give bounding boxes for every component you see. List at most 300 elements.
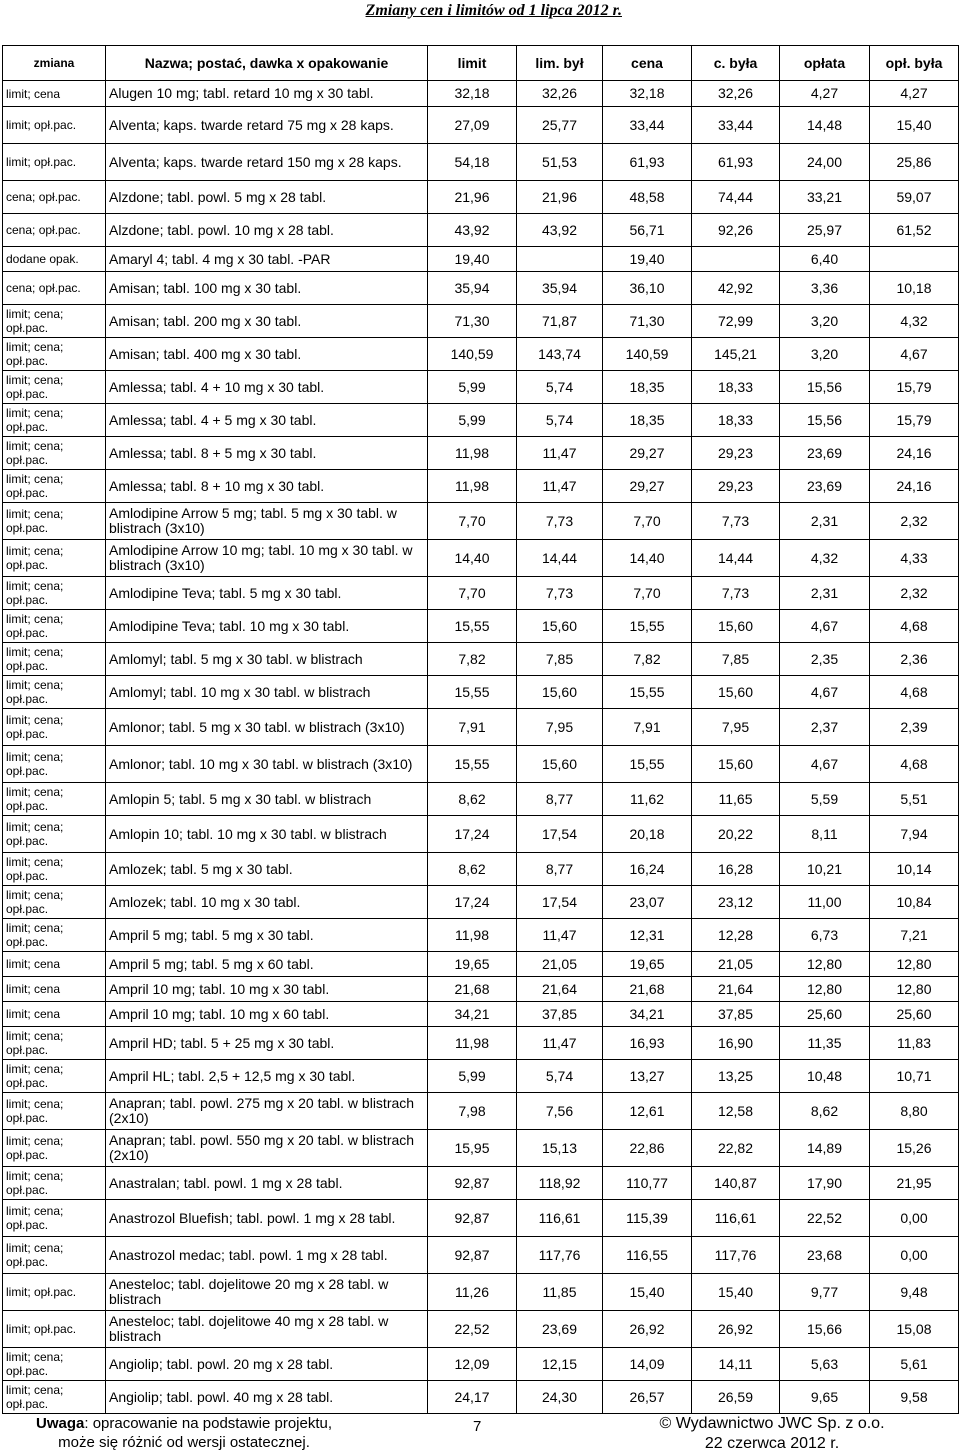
cell-change-type: limit; cena; opł.pac. bbox=[3, 1381, 106, 1414]
table-row bbox=[3, 338, 959, 371]
cell-change-type: limit; cena; opł.pac. bbox=[3, 540, 106, 577]
cell-previous-price: 14,11 bbox=[692, 1348, 780, 1381]
cell-fee: 5,63 bbox=[780, 1348, 870, 1381]
cell-limit: 32,18 bbox=[428, 81, 517, 107]
cell-price: 32,18 bbox=[603, 81, 692, 107]
cell-previous-limit: 11,47 bbox=[517, 919, 603, 952]
cell-previous-price: 20,22 bbox=[692, 816, 780, 853]
cell-previous-fee: 10,71 bbox=[870, 1060, 959, 1093]
cell-previous-price: 74,44 bbox=[692, 181, 780, 214]
table-row bbox=[3, 709, 959, 746]
cell-limit: 5,99 bbox=[428, 1060, 517, 1093]
cell-product-name: Amlopin 10; tabl. 10 mg x 30 tabl. w blistrach bbox=[106, 816, 428, 853]
cell-limit: 71,30 bbox=[428, 305, 517, 338]
cell-fee: 8,62 bbox=[780, 1093, 870, 1130]
cell-previous-limit: 117,76 bbox=[517, 1237, 603, 1274]
table-row bbox=[3, 1060, 959, 1093]
cell-previous-limit: 15,60 bbox=[517, 676, 603, 709]
publisher: © Wydawnictwo JWC Sp. z o.o. bbox=[659, 1415, 885, 1432]
cell-previous-fee: 2,32 bbox=[870, 503, 959, 540]
cell-limit: 14,40 bbox=[428, 540, 517, 577]
cell-change-type: limit; cena; opł.pac. bbox=[3, 1027, 106, 1060]
cell-previous-fee: 4,32 bbox=[870, 305, 959, 338]
cell-limit: 54,18 bbox=[428, 144, 517, 181]
cell-product-name: Anastrozol medac; tabl. powl. 1 mg x 28 tabl. bbox=[106, 1237, 428, 1274]
cell-fee: 14,48 bbox=[780, 107, 870, 144]
cell-price: 14,40 bbox=[603, 540, 692, 577]
cell-previous-limit: 8,77 bbox=[517, 853, 603, 886]
cell-change-type: cena; opł.pac. bbox=[3, 272, 106, 305]
cell-limit: 21,68 bbox=[428, 977, 517, 1002]
cell-limit: 11,98 bbox=[428, 1027, 517, 1060]
cell-price: 15,55 bbox=[603, 610, 692, 643]
cell-price: 12,61 bbox=[603, 1093, 692, 1130]
cell-product-name: Amlozek; tabl. 10 mg x 30 tabl. bbox=[106, 886, 428, 919]
cell-product-name: Amisan; tabl. 100 mg x 30 tabl. bbox=[106, 272, 428, 305]
cell-change-type: limit; cena; opł.pac. bbox=[3, 1237, 106, 1274]
cell-fee: 17,90 bbox=[780, 1167, 870, 1200]
cell-product-name: Angiolip; tabl. powl. 20 mg x 28 tabl. bbox=[106, 1348, 428, 1381]
cell-product-name: Amlomyl; tabl. 5 mg x 30 tabl. w blistrach bbox=[106, 643, 428, 676]
cell-previous-price: 12,58 bbox=[692, 1093, 780, 1130]
cell-previous-price: 145,21 bbox=[692, 338, 780, 371]
table-row bbox=[3, 643, 959, 676]
cell-price: 140,59 bbox=[603, 338, 692, 371]
table-row bbox=[3, 783, 959, 816]
cell-fee: 8,11 bbox=[780, 816, 870, 853]
cell-change-type: cena; opł.pac. bbox=[3, 214, 106, 247]
cell-previous-fee bbox=[870, 247, 959, 272]
cell-change-type: cena; opł.pac. bbox=[3, 181, 106, 214]
table-row bbox=[3, 272, 959, 305]
cell-limit: 43,92 bbox=[428, 214, 517, 247]
cell-previous-price: 18,33 bbox=[692, 404, 780, 437]
cell-fee: 11,35 bbox=[780, 1027, 870, 1060]
table-row bbox=[3, 577, 959, 610]
cell-limit: 19,40 bbox=[428, 247, 517, 272]
table-header-row bbox=[3, 46, 959, 81]
footer-publisher-block bbox=[640, 1414, 904, 1454]
cell-previous-fee: 4,68 bbox=[870, 610, 959, 643]
cell-change-type: limit; cena; opł.pac. bbox=[3, 610, 106, 643]
cell-limit: 11,98 bbox=[428, 919, 517, 952]
cell-change-type: limit; cena; opł.pac. bbox=[3, 470, 106, 503]
cell-product-name: Anapran; tabl. powl. 275 mg x 20 tabl. w blistrach (2x10) bbox=[106, 1093, 428, 1130]
cell-previous-limit: 15,60 bbox=[517, 746, 603, 783]
cell-previous-fee: 25,60 bbox=[870, 1002, 959, 1027]
cell-previous-price: 14,44 bbox=[692, 540, 780, 577]
table-row bbox=[3, 1002, 959, 1027]
cell-fee: 6,73 bbox=[780, 919, 870, 952]
cell-previous-price: 18,33 bbox=[692, 371, 780, 404]
cell-limit: 17,24 bbox=[428, 816, 517, 853]
cell-previous-limit: 7,73 bbox=[517, 577, 603, 610]
table-row bbox=[3, 540, 959, 577]
cell-product-name: Amisan; tabl. 400 mg x 30 tabl. bbox=[106, 338, 428, 371]
cell-previous-fee: 10,84 bbox=[870, 886, 959, 919]
cell-price: 16,93 bbox=[603, 1027, 692, 1060]
cell-fee: 10,48 bbox=[780, 1060, 870, 1093]
cell-fee: 9,65 bbox=[780, 1381, 870, 1414]
cell-previous-price: 7,95 bbox=[692, 709, 780, 746]
cell-change-type: limit; cena; opł.pac. bbox=[3, 643, 106, 676]
cell-product-name: Amlozek; tabl. 5 mg x 30 tabl. bbox=[106, 853, 428, 886]
cell-previous-limit: 43,92 bbox=[517, 214, 603, 247]
cell-price: 26,92 bbox=[603, 1311, 692, 1348]
table-row bbox=[3, 1093, 959, 1130]
cell-previous-price: 15,60 bbox=[692, 746, 780, 783]
cell-price: 19,40 bbox=[603, 247, 692, 272]
cell-change-type: limit; opł.pac. bbox=[3, 1311, 106, 1348]
cell-price: 14,09 bbox=[603, 1348, 692, 1381]
cell-previous-fee: 12,80 bbox=[870, 952, 959, 977]
cell-previous-limit: 5,74 bbox=[517, 404, 603, 437]
table-row bbox=[3, 977, 959, 1002]
cell-product-name: Amlonor; tabl. 5 mg x 30 tabl. w blistrach (3x10) bbox=[106, 709, 428, 746]
cell-product-name: Ampril 10 mg; tabl. 10 mg x 60 tabl. bbox=[106, 1002, 428, 1027]
table-row bbox=[3, 919, 959, 952]
cell-previous-fee: 24,16 bbox=[870, 437, 959, 470]
cell-previous-limit: 11,47 bbox=[517, 470, 603, 503]
cell-price: 7,82 bbox=[603, 643, 692, 676]
cell-price: 15,55 bbox=[603, 676, 692, 709]
cell-price: 7,91 bbox=[603, 709, 692, 746]
cell-previous-limit: 32,26 bbox=[517, 81, 603, 107]
table-row bbox=[3, 81, 959, 107]
cell-previous-price: 92,26 bbox=[692, 214, 780, 247]
cell-previous-price: 26,92 bbox=[692, 1311, 780, 1348]
cell-previous-limit: 37,85 bbox=[517, 1002, 603, 1027]
cell-price: 33,44 bbox=[603, 107, 692, 144]
cell-limit: 7,70 bbox=[428, 577, 517, 610]
cell-limit: 15,55 bbox=[428, 610, 517, 643]
cell-product-name: Ampril HD; tabl. 5 + 25 mg x 30 tabl. bbox=[106, 1027, 428, 1060]
cell-change-type: limit; cena; opł.pac. bbox=[3, 1348, 106, 1381]
cell-previous-fee: 4,33 bbox=[870, 540, 959, 577]
cell-limit: 5,99 bbox=[428, 371, 517, 404]
cell-price: 15,55 bbox=[603, 746, 692, 783]
cell-fee: 4,67 bbox=[780, 610, 870, 643]
cell-previous-fee: 12,80 bbox=[870, 977, 959, 1002]
table-row bbox=[3, 676, 959, 709]
cell-previous-fee: 8,80 bbox=[870, 1093, 959, 1130]
table-row bbox=[3, 371, 959, 404]
table-row bbox=[3, 437, 959, 470]
table-row bbox=[3, 107, 959, 144]
cell-change-type: limit; opł.pac. bbox=[3, 144, 106, 181]
cell-previous-price: 23,12 bbox=[692, 886, 780, 919]
cell-previous-fee: 2,32 bbox=[870, 577, 959, 610]
cell-product-name: Amlodipine Arrow 10 mg; tabl. 10 mg x 30 tabl. w blistrach (3x10) bbox=[106, 540, 428, 577]
cell-fee: 22,52 bbox=[780, 1200, 870, 1237]
table-row bbox=[3, 1381, 959, 1414]
cell-change-type: limit; cena; opł.pac. bbox=[3, 853, 106, 886]
cell-product-name: Ampril 10 mg; tabl. 10 mg x 30 tabl. bbox=[106, 977, 428, 1002]
cell-product-name: Anastrozol Bluefish; tabl. powl. 1 mg x 28 tabl. bbox=[106, 1200, 428, 1237]
cell-previous-fee: 7,21 bbox=[870, 919, 959, 952]
table-row bbox=[3, 214, 959, 247]
cell-limit: 15,95 bbox=[428, 1130, 517, 1167]
cell-product-name: Amlodipine Teva; tabl. 5 mg x 30 tabl. bbox=[106, 577, 428, 610]
cell-previous-limit: 5,74 bbox=[517, 371, 603, 404]
cell-fee: 9,77 bbox=[780, 1274, 870, 1311]
table-row bbox=[3, 1348, 959, 1381]
cell-previous-price: 15,60 bbox=[692, 676, 780, 709]
cell-product-name: Ampril 5 mg; tabl. 5 mg x 30 tabl. bbox=[106, 919, 428, 952]
cell-previous-fee: 9,48 bbox=[870, 1274, 959, 1311]
cell-product-name: Amlessa; tabl. 8 + 10 mg x 30 tabl. bbox=[106, 470, 428, 503]
table-row bbox=[3, 305, 959, 338]
cell-product-name: Alzdone; tabl. powl. 5 mg x 28 tabl. bbox=[106, 181, 428, 214]
cell-product-name: Anesteloc; tabl. dojelitowe 40 mg x 28 tabl. w blistrach bbox=[106, 1311, 428, 1348]
table-row bbox=[3, 470, 959, 503]
cell-previous-fee: 4,68 bbox=[870, 746, 959, 783]
cell-previous-fee: 2,36 bbox=[870, 643, 959, 676]
cell-previous-price: 29,23 bbox=[692, 470, 780, 503]
cell-change-type: limit; opł.pac. bbox=[3, 1274, 106, 1311]
cell-previous-limit: 8,77 bbox=[517, 783, 603, 816]
cell-previous-limit bbox=[517, 247, 603, 272]
table-row bbox=[3, 610, 959, 643]
cell-limit: 27,09 bbox=[428, 107, 517, 144]
header-c-byla: c. była bbox=[692, 46, 780, 81]
cell-change-type: limit; opł.pac. bbox=[3, 107, 106, 144]
cell-product-name: Amlonor; tabl. 10 mg x 30 tabl. w blistrach (3x10) bbox=[106, 746, 428, 783]
cell-previous-price: 26,59 bbox=[692, 1381, 780, 1414]
header-oplata: opłata bbox=[780, 46, 870, 81]
table-row bbox=[3, 1130, 959, 1167]
cell-fee: 12,80 bbox=[780, 977, 870, 1002]
cell-previous-price bbox=[692, 247, 780, 272]
cell-limit: 92,87 bbox=[428, 1237, 517, 1274]
cell-fee: 4,67 bbox=[780, 746, 870, 783]
table-row bbox=[3, 886, 959, 919]
cell-product-name: Ampril 5 mg; tabl. 5 mg x 60 tabl. bbox=[106, 952, 428, 977]
cell-previous-fee: 5,51 bbox=[870, 783, 959, 816]
cell-previous-price: 116,61 bbox=[692, 1200, 780, 1237]
cell-price: 48,58 bbox=[603, 181, 692, 214]
cell-previous-price: 37,85 bbox=[692, 1002, 780, 1027]
cell-previous-price: 16,90 bbox=[692, 1027, 780, 1060]
header-limit: limit bbox=[428, 46, 517, 81]
cell-previous-fee: 4,67 bbox=[870, 338, 959, 371]
cell-change-type: limit; cena; opł.pac. bbox=[3, 816, 106, 853]
footer-note bbox=[36, 1414, 332, 1452]
cell-previous-limit: 71,87 bbox=[517, 305, 603, 338]
cell-price: 16,24 bbox=[603, 853, 692, 886]
cell-price: 11,62 bbox=[603, 783, 692, 816]
cell-fee: 5,59 bbox=[780, 783, 870, 816]
cell-price: 18,35 bbox=[603, 404, 692, 437]
cell-price: 15,40 bbox=[603, 1274, 692, 1311]
cell-fee: 15,56 bbox=[780, 404, 870, 437]
cell-previous-limit: 116,61 bbox=[517, 1200, 603, 1237]
cell-previous-price: 7,85 bbox=[692, 643, 780, 676]
cell-product-name: Anastralan; tabl. powl. 1 mg x 28 tabl. bbox=[106, 1167, 428, 1200]
cell-change-type: dodane opak. bbox=[3, 247, 106, 272]
cell-product-name: Amlessa; tabl. 4 + 5 mg x 30 tabl. bbox=[106, 404, 428, 437]
table-row bbox=[3, 503, 959, 540]
cell-change-type: limit; cena; opł.pac. bbox=[3, 676, 106, 709]
publication-date: 22 czerwca 2012 r. bbox=[704, 1435, 840, 1452]
cell-limit: 7,98 bbox=[428, 1093, 517, 1130]
cell-previous-price: 7,73 bbox=[692, 577, 780, 610]
cell-limit: 17,24 bbox=[428, 886, 517, 919]
table-row bbox=[3, 144, 959, 181]
cell-fee: 4,67 bbox=[780, 676, 870, 709]
cell-previous-fee: 2,39 bbox=[870, 709, 959, 746]
cell-fee: 12,80 bbox=[780, 952, 870, 977]
table-row bbox=[3, 746, 959, 783]
cell-limit: 92,87 bbox=[428, 1200, 517, 1237]
cell-limit: 8,62 bbox=[428, 783, 517, 816]
cell-price: 19,65 bbox=[603, 952, 692, 977]
cell-previous-price: 29,23 bbox=[692, 437, 780, 470]
cell-limit: 12,09 bbox=[428, 1348, 517, 1381]
table-row bbox=[3, 1237, 959, 1274]
cell-limit: 7,82 bbox=[428, 643, 517, 676]
cell-price: 23,07 bbox=[603, 886, 692, 919]
cell-price: 116,55 bbox=[603, 1237, 692, 1274]
cell-previous-fee: 15,79 bbox=[870, 371, 959, 404]
cell-limit: 19,65 bbox=[428, 952, 517, 977]
cell-fee: 2,35 bbox=[780, 643, 870, 676]
cell-previous-fee: 5,61 bbox=[870, 1348, 959, 1381]
cell-product-name: Amaryl 4; tabl. 4 mg x 30 tabl. -PAR bbox=[106, 247, 428, 272]
cell-limit: 15,55 bbox=[428, 746, 517, 783]
cell-previous-price: 140,87 bbox=[692, 1167, 780, 1200]
cell-limit: 35,94 bbox=[428, 272, 517, 305]
cell-previous-limit: 24,30 bbox=[517, 1381, 603, 1414]
cell-change-type: limit; cena; opł.pac. bbox=[3, 709, 106, 746]
header-cena: cena bbox=[603, 46, 692, 81]
cell-fee: 25,60 bbox=[780, 1002, 870, 1027]
cell-fee: 3,20 bbox=[780, 305, 870, 338]
cell-previous-fee: 0,00 bbox=[870, 1237, 959, 1274]
cell-previous-fee: 59,07 bbox=[870, 181, 959, 214]
cell-product-name: Amlessa; tabl. 8 + 5 mg x 30 tabl. bbox=[106, 437, 428, 470]
cell-limit: 24,17 bbox=[428, 1381, 517, 1414]
cell-previous-limit: 12,15 bbox=[517, 1348, 603, 1381]
cell-previous-price: 117,76 bbox=[692, 1237, 780, 1274]
cell-product-name: Alventa; kaps. twarde retard 75 mg x 28 kaps. bbox=[106, 107, 428, 144]
header-opl-byla: opł. była bbox=[870, 46, 959, 81]
cell-previous-price: 21,05 bbox=[692, 952, 780, 977]
cell-change-type: limit; cena; opł.pac. bbox=[3, 577, 106, 610]
cell-previous-fee: 7,94 bbox=[870, 816, 959, 853]
cell-price: 56,71 bbox=[603, 214, 692, 247]
cell-fee: 15,56 bbox=[780, 371, 870, 404]
cell-fee: 10,21 bbox=[780, 853, 870, 886]
cell-previous-limit: 17,54 bbox=[517, 886, 603, 919]
cell-price: 71,30 bbox=[603, 305, 692, 338]
cell-price: 115,39 bbox=[603, 1200, 692, 1237]
table-row bbox=[3, 1027, 959, 1060]
document-title: Zmiany cen i limitów od 1 lipca 2012 r. bbox=[365, 2, 622, 19]
cell-change-type: limit; cena; opł.pac. bbox=[3, 746, 106, 783]
cell-change-type: limit; cena; opł.pac. bbox=[3, 1130, 106, 1167]
cell-previous-price: 21,64 bbox=[692, 977, 780, 1002]
cell-fee: 4,32 bbox=[780, 540, 870, 577]
cell-limit: 21,96 bbox=[428, 181, 517, 214]
table-row bbox=[3, 853, 959, 886]
cell-product-name: Anapran; tabl. powl. 550 mg x 20 tabl. w blistrach (2x10) bbox=[106, 1130, 428, 1167]
cell-change-type: limit; cena; opł.pac. bbox=[3, 1060, 106, 1093]
cell-price: 26,57 bbox=[603, 1381, 692, 1414]
cell-change-type: limit; cena; opł.pac. bbox=[3, 338, 106, 371]
cell-previous-price: 72,99 bbox=[692, 305, 780, 338]
cell-fee: 4,27 bbox=[780, 81, 870, 107]
cell-fee: 24,00 bbox=[780, 144, 870, 181]
table-row bbox=[3, 404, 959, 437]
cell-previous-limit: 25,77 bbox=[517, 107, 603, 144]
cell-previous-price: 42,92 bbox=[692, 272, 780, 305]
cell-price: 110,77 bbox=[603, 1167, 692, 1200]
cell-product-name: Amlodipine Teva; tabl. 10 mg x 30 tabl. bbox=[106, 610, 428, 643]
cell-previous-fee: 61,52 bbox=[870, 214, 959, 247]
cell-product-name: Alzdone; tabl. powl. 10 mg x 28 tabl. bbox=[106, 214, 428, 247]
header-zmiana: zmiana bbox=[3, 46, 106, 81]
table-row bbox=[3, 247, 959, 272]
cell-limit: 7,70 bbox=[428, 503, 517, 540]
cell-fee: 25,97 bbox=[780, 214, 870, 247]
cell-previous-limit: 14,44 bbox=[517, 540, 603, 577]
price-changes-table bbox=[2, 45, 959, 1414]
cell-change-type: limit; cena; opł.pac. bbox=[3, 503, 106, 540]
cell-previous-fee: 25,86 bbox=[870, 144, 959, 181]
cell-limit: 22,52 bbox=[428, 1311, 517, 1348]
cell-price: 12,31 bbox=[603, 919, 692, 952]
cell-previous-limit: 15,60 bbox=[517, 610, 603, 643]
cell-previous-limit: 15,13 bbox=[517, 1130, 603, 1167]
cell-previous-limit: 17,54 bbox=[517, 816, 603, 853]
cell-product-name: Alventa; kaps. twarde retard 150 mg x 28 kaps. bbox=[106, 144, 428, 181]
cell-change-type: limit; cena; opł.pac. bbox=[3, 1200, 106, 1237]
cell-price: 7,70 bbox=[603, 577, 692, 610]
cell-fee: 2,37 bbox=[780, 709, 870, 746]
cell-change-type: limit; cena; opł.pac. bbox=[3, 437, 106, 470]
table-row bbox=[3, 181, 959, 214]
cell-previous-fee: 4,68 bbox=[870, 676, 959, 709]
cell-previous-limit: 11,85 bbox=[517, 1274, 603, 1311]
cell-previous-limit: 7,56 bbox=[517, 1093, 603, 1130]
cell-change-type: limit; cena; opł.pac. bbox=[3, 886, 106, 919]
cell-previous-limit: 7,73 bbox=[517, 503, 603, 540]
cell-change-type: limit; cena; opł.pac. bbox=[3, 1093, 106, 1130]
cell-fee: 3,36 bbox=[780, 272, 870, 305]
cell-product-name: Amlopin 5; tabl. 5 mg x 30 tabl. w blistrach bbox=[106, 783, 428, 816]
table-row bbox=[3, 1167, 959, 1200]
cell-fee: 15,66 bbox=[780, 1311, 870, 1348]
cell-change-type: limit; cena bbox=[3, 81, 106, 107]
cell-previous-fee: 0,00 bbox=[870, 1200, 959, 1237]
cell-previous-fee: 9,58 bbox=[870, 1381, 959, 1414]
cell-previous-price: 11,65 bbox=[692, 783, 780, 816]
cell-fee: 23,69 bbox=[780, 470, 870, 503]
cell-fee: 3,20 bbox=[780, 338, 870, 371]
cell-change-type: limit; cena; opł.pac. bbox=[3, 919, 106, 952]
cell-previous-fee: 15,79 bbox=[870, 404, 959, 437]
cell-product-name: Alugen 10 mg; tabl. retard 10 mg x 30 tabl. bbox=[106, 81, 428, 107]
cell-limit: 11,98 bbox=[428, 437, 517, 470]
cell-price: 18,35 bbox=[603, 371, 692, 404]
cell-limit: 92,87 bbox=[428, 1167, 517, 1200]
cell-product-name: Angiolip; tabl. powl. 40 mg x 28 tabl. bbox=[106, 1381, 428, 1414]
cell-limit: 140,59 bbox=[428, 338, 517, 371]
cell-previous-price: 15,40 bbox=[692, 1274, 780, 1311]
cell-price: 13,27 bbox=[603, 1060, 692, 1093]
cell-product-name: Amlomyl; tabl. 10 mg x 30 tabl. w blistrach bbox=[106, 676, 428, 709]
